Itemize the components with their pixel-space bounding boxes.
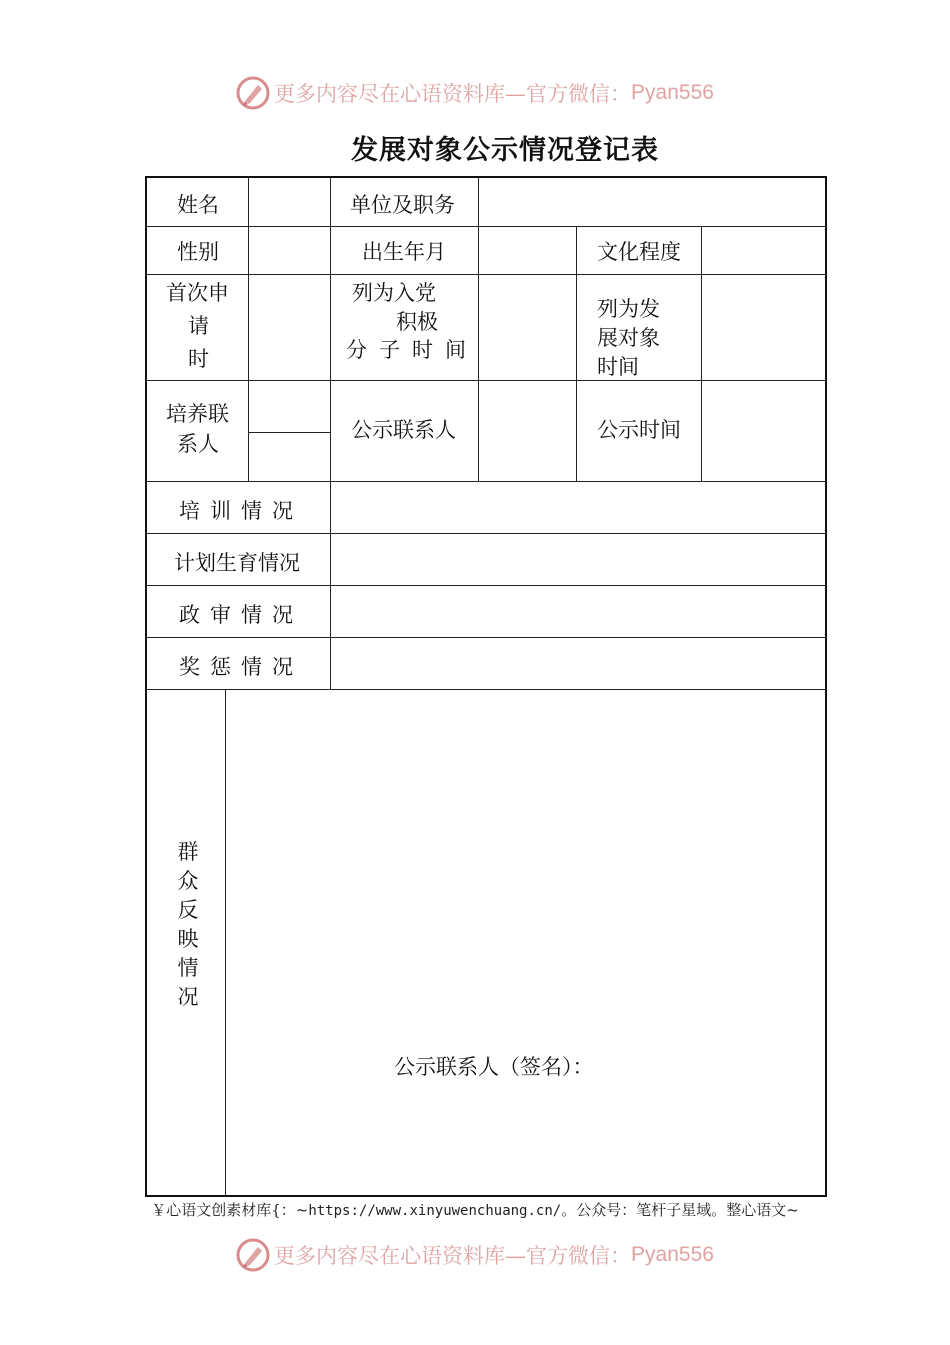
publicity-contact-field[interactable] — [480, 382, 574, 479]
public-feedback-field[interactable] — [227, 691, 823, 1191]
label-training: 培训情况 — [179, 499, 303, 523]
col-divider — [225, 689, 226, 1195]
family-planning-field[interactable] — [332, 535, 823, 583]
banner-text: 更多内容尽在心语资料库—官方微信： — [274, 1244, 632, 1268]
label-birth: 出生年月 — [362, 240, 446, 264]
label-first-apply-line3: 时 — [188, 347, 209, 371]
education-field[interactable] — [703, 228, 823, 272]
row-divider — [147, 689, 825, 690]
name-field[interactable] — [250, 180, 328, 224]
col-divider — [576, 226, 577, 481]
label-public-feedback: 群众反映情况 — [177, 840, 199, 1009]
political-review-field[interactable] — [332, 587, 823, 635]
label-publicity-time: 公示时间 — [597, 418, 681, 442]
row-divider — [147, 533, 825, 534]
label-dev-target-line2: 展对象 — [597, 326, 660, 350]
label-activist-line2: 积极 — [396, 310, 438, 334]
label-first-apply-line2: 请 — [188, 314, 209, 338]
col-divider — [330, 178, 331, 689]
cultivation-contact-field-2[interactable] — [250, 434, 328, 479]
birth-field[interactable] — [480, 228, 574, 272]
label-name: 姓名 — [177, 193, 219, 217]
banner-handle: Pyan556 — [631, 81, 714, 104]
banner-text: 更多内容尽在心语资料库—官方微信： — [274, 82, 632, 106]
col-divider — [701, 226, 702, 481]
row-divider — [147, 637, 825, 638]
label-activist-line3: 分子时间 — [346, 338, 478, 362]
cell-divider — [248, 432, 330, 433]
label-signature: 公示联系人（签名）： — [394, 1055, 594, 1079]
label-family-planning: 计划生育情况 — [174, 551, 300, 575]
cultivation-contact-field-1[interactable] — [250, 382, 328, 430]
label-first-apply-line1: 首次申 — [166, 281, 229, 305]
banner-handle: Pyan556 — [631, 1243, 714, 1266]
label-cultivation-contact-line2: 系人 — [177, 432, 219, 456]
footer-note — [0, 1199, 950, 1220]
label-political-review: 政审情况 — [179, 603, 303, 627]
label-activist-line1: 列为入党 — [352, 281, 436, 305]
unit-position-field[interactable] — [480, 180, 823, 224]
training-field[interactable] — [332, 483, 823, 531]
pen-logo-icon — [236, 76, 270, 110]
label-dev-target-line1: 列为发 — [597, 297, 660, 321]
first-apply-field[interactable] — [250, 276, 328, 378]
activist-date-field[interactable] — [480, 276, 574, 378]
gender-field[interactable] — [250, 228, 328, 272]
page-title: 发展对象公示情况登记表 — [351, 135, 659, 166]
label-cultivation-contact-line1: 培养联 — [166, 402, 229, 426]
rewards-punishments-field[interactable] — [332, 639, 823, 687]
bottom-banner — [0, 1233, 950, 1277]
row-divider — [147, 481, 825, 482]
pen-logo-icon — [236, 1238, 270, 1272]
row-divider — [147, 585, 825, 586]
footer-suffix: 。公众号：笔杆子星域。整心语文~ — [561, 1201, 799, 1219]
footer-url[interactable]: https://www.xinyuwenchuang.cn/ — [308, 1203, 562, 1219]
footer-prefix: ￥心语文创素材库{：~ — [151, 1201, 309, 1219]
col-divider — [248, 178, 249, 481]
col-divider — [478, 178, 479, 481]
label-gender: 性别 — [177, 240, 219, 264]
label-dev-target-line3: 时间 — [597, 355, 639, 379]
dev-target-date-field[interactable] — [703, 276, 823, 378]
label-publicity-contact: 公示联系人 — [351, 418, 456, 442]
publicity-time-field[interactable] — [703, 382, 823, 479]
label-unit-position: 单位及职务 — [350, 193, 455, 217]
top-banner — [0, 71, 950, 115]
label-rewards-punishments: 奖惩情况 — [179, 655, 303, 679]
label-education: 文化程度 — [597, 240, 681, 264]
